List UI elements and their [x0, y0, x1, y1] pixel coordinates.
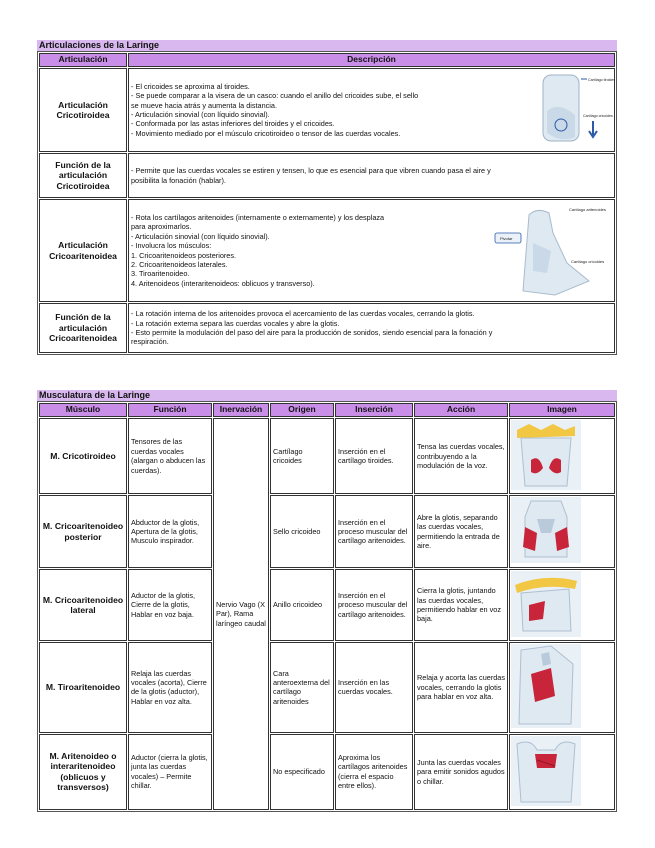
- desc-line: - Rota los cartílagos aritenoides (internamente o externamente) y los desplaza: [131, 212, 385, 222]
- desc-line: - Articulación sinovial (con líquido sinovial).: [131, 110, 270, 119]
- header-funcion: Función: [128, 403, 212, 417]
- desc-line: para aproximarlos.: [131, 222, 192, 232]
- muscle-function: Aductor de la glotis, Cierre de la glotis, Hablar en voz baja.: [128, 569, 212, 641]
- header-descripcion: Descripción: [128, 53, 615, 67]
- muscle-innervation: Nervio Vago (X Par), Rama laríngeo caudal: [213, 418, 269, 810]
- row-description: [128, 303, 615, 353]
- larynx-figure-icon: [531, 71, 616, 149]
- musculatura-title: Musculatura de la Laringe: [37, 390, 617, 401]
- figure-label: Cartílago cricoides: [571, 259, 605, 264]
- muscle-name: M. Tiroaritenoideo: [39, 642, 127, 732]
- muscle-function: Relaja las cuerdas vocales (acorta), Cierre de la glotis (aductor), Hablar en voz alta.: [128, 642, 212, 732]
- desc-line: - Movimiento mediado por el músculo cricotiroideo o tensor de las cuerdas vocales.: [131, 128, 401, 138]
- table-row: [39, 642, 615, 732]
- articulaciones-title: Articulaciones de la Laringe: [37, 40, 617, 51]
- thyroarytenoid-muscle-icon: [511, 644, 581, 728]
- desc-line: 4. Aritenoideos (interaritenoideos: oblicuos y transverso).: [131, 278, 315, 288]
- articulaciones-table: [37, 51, 617, 355]
- desc-line: - Esto permite la modulación del paso del aire para la producción de sonidos, siendo esencial para la fonación y: [131, 328, 493, 337]
- table-row: [39, 569, 615, 641]
- desc-line: - La rotación interna de los aritenoides provoca el acercamiento de las cuerdas vocales, cerrando la glotis.: [131, 309, 475, 319]
- muscle-origin: No especificado: [270, 734, 334, 810]
- articulaciones-section: [37, 40, 617, 355]
- table-row: [39, 68, 615, 152]
- posterior-cricoarytenoid-muscle-icon: [511, 497, 581, 563]
- articulaciones-header-row: [39, 53, 615, 67]
- muscle-insertion: Inserción en el cartílago tiroides.: [335, 418, 413, 494]
- muscle-origin: Sello cricoideo: [270, 495, 334, 567]
- muscle-insertion: Inserción en el proceso muscular del cartílago aritenoides.: [335, 495, 413, 567]
- musculatura-header-row: [39, 403, 615, 417]
- muscle-action: Cierra la glotis, juntando las cuerdas vocales, permitiendo hablar en voz baja.: [414, 569, 508, 641]
- desc-line: - La rotación externa separa las cuerdas vocales y abre la glotis.: [131, 318, 340, 328]
- muscle-insertion: Aproxima los cartílagos aritenoides (cierra el espacio entre ellos).: [335, 734, 413, 810]
- table-row: [39, 303, 615, 353]
- table-row: [39, 199, 615, 302]
- muscle-name: M. Aritenoideo o interaritenoideo (oblicuos y transversos): [39, 734, 127, 810]
- muscle-name: M. Cricoaritenoideo lateral: [39, 569, 127, 641]
- header-imagen: Imagen: [509, 403, 615, 417]
- muscle-name: M. Cricotiroideo: [39, 418, 127, 494]
- desc-line: posibilita la fonación (hablar).: [131, 175, 226, 185]
- cricothyroid-muscle-icon: [511, 420, 581, 490]
- cricoarytenoid-joint-image: [493, 203, 611, 299]
- desc-line: respiración.: [131, 337, 169, 347]
- muscle-function: Aductor (cierra la glotis, junta las cuerdas vocales) – Permite chillar.: [128, 734, 212, 810]
- muscle-origin: Cara anteroexterna del cartílago aritenoides: [270, 642, 334, 732]
- figure-label: Cartílago aritenoides: [569, 207, 606, 212]
- desc-line: - Articulación sinovial (con líquido sinovial).: [131, 231, 270, 241]
- desc-line: - Conformada por las astas inferiores del tiroides y el cricoides.: [131, 119, 335, 129]
- muscle-action: Junta las cuerdas vocales para emitir sonidos agudos o chillar.: [414, 734, 508, 810]
- muscle-name: M. Cricoaritenoideo posterior: [39, 495, 127, 567]
- row-label: Función de la articulación Cricoaritenoidea: [39, 303, 127, 353]
- header-inervacion: Inervación: [213, 403, 269, 417]
- header-articulacion: Articulación: [39, 53, 127, 67]
- desc-line: 3. Tiroaritenoideo.: [131, 269, 190, 279]
- table-row: [39, 734, 615, 810]
- header-accion: Acción: [414, 403, 508, 417]
- desc-line: - Permite que las cuerdas vocales se estiren y tensen, lo que es esencial para que vibren cuando pasa el aire y: [131, 166, 491, 176]
- muscle-action: Abre la glotis, separando las cuerdas vocales, permitiendo la entrada de aire.: [414, 495, 508, 567]
- musculatura-section: [37, 390, 617, 812]
- muscle-action: Tensa las cuerdas vocales, contribuyendo a la modulación de la voz.: [414, 418, 508, 494]
- lateral-cricoarytenoid-muscle-icon: [511, 571, 581, 637]
- table-row: [39, 153, 615, 198]
- muscle-image-cell: [509, 569, 615, 641]
- muscle-origin: Anillo cricoideo: [270, 569, 334, 641]
- desc-line: se mueve hacia atrás y aumenta la distancia.: [131, 100, 278, 110]
- figure-label: Pivotar: [500, 236, 513, 241]
- row-description: [128, 68, 615, 152]
- muscle-insertion: Inserción en las cuerdas vocales.: [335, 642, 413, 732]
- arytenoid-figure-icon: [493, 203, 611, 299]
- row-label: Articulación Cricotiroidea: [39, 68, 127, 152]
- figure-label: Cartílago cricoides: [583, 114, 613, 118]
- desc-line: 1. Cricoaritenoideos posteriores.: [131, 250, 237, 260]
- table-row: [39, 418, 615, 494]
- header-origen: Origen: [270, 403, 334, 417]
- muscle-image-cell: [509, 642, 615, 732]
- muscle-image-cell: [509, 734, 615, 810]
- muscle-insertion: Inserción en el proceso muscular del cartílago aritenoides.: [335, 569, 413, 641]
- desc-line: 2. Cricoaritenoideos laterales.: [131, 259, 228, 269]
- muscle-function: Tensores de las cuerdas vocales (alargan o abducen las cuerdas).: [128, 418, 212, 494]
- desc-line: - Se puede comparar a la visera de un casco: cuando el anillo del cricoides sube, el sello: [131, 91, 419, 101]
- cricothyroid-joint-image: [531, 71, 616, 149]
- row-description: [128, 199, 615, 302]
- header-insercion: Inserción: [335, 403, 413, 417]
- table-row: [39, 495, 615, 567]
- muscle-origin: Cartílago cricoides: [270, 418, 334, 494]
- interarytenoid-muscle-icon: [511, 736, 581, 806]
- desc-line: - Involucra los músculos:: [131, 241, 212, 251]
- desc-line: - El cricoides se aproxima al tiroides.: [131, 81, 250, 91]
- row-label: Articulación Cricoaritenoidea: [39, 199, 127, 302]
- figure-label: Cartílago tiroides: [588, 78, 616, 82]
- muscle-function: Abductor de la glotis, Apertura de la glotis, Musculo inspirador.: [128, 495, 212, 567]
- row-label: Función de la articulación Cricotiroidea: [39, 153, 127, 198]
- row-description: [128, 153, 615, 198]
- muscle-action: Relaja y acorta las cuerdas vocales, cerrando la glotis para hablar en voz alta.: [414, 642, 508, 732]
- muscle-image-cell: [509, 495, 615, 567]
- muscle-image-cell: [509, 418, 615, 494]
- header-musculo: Músculo: [39, 403, 127, 417]
- musculatura-table: [37, 401, 617, 812]
